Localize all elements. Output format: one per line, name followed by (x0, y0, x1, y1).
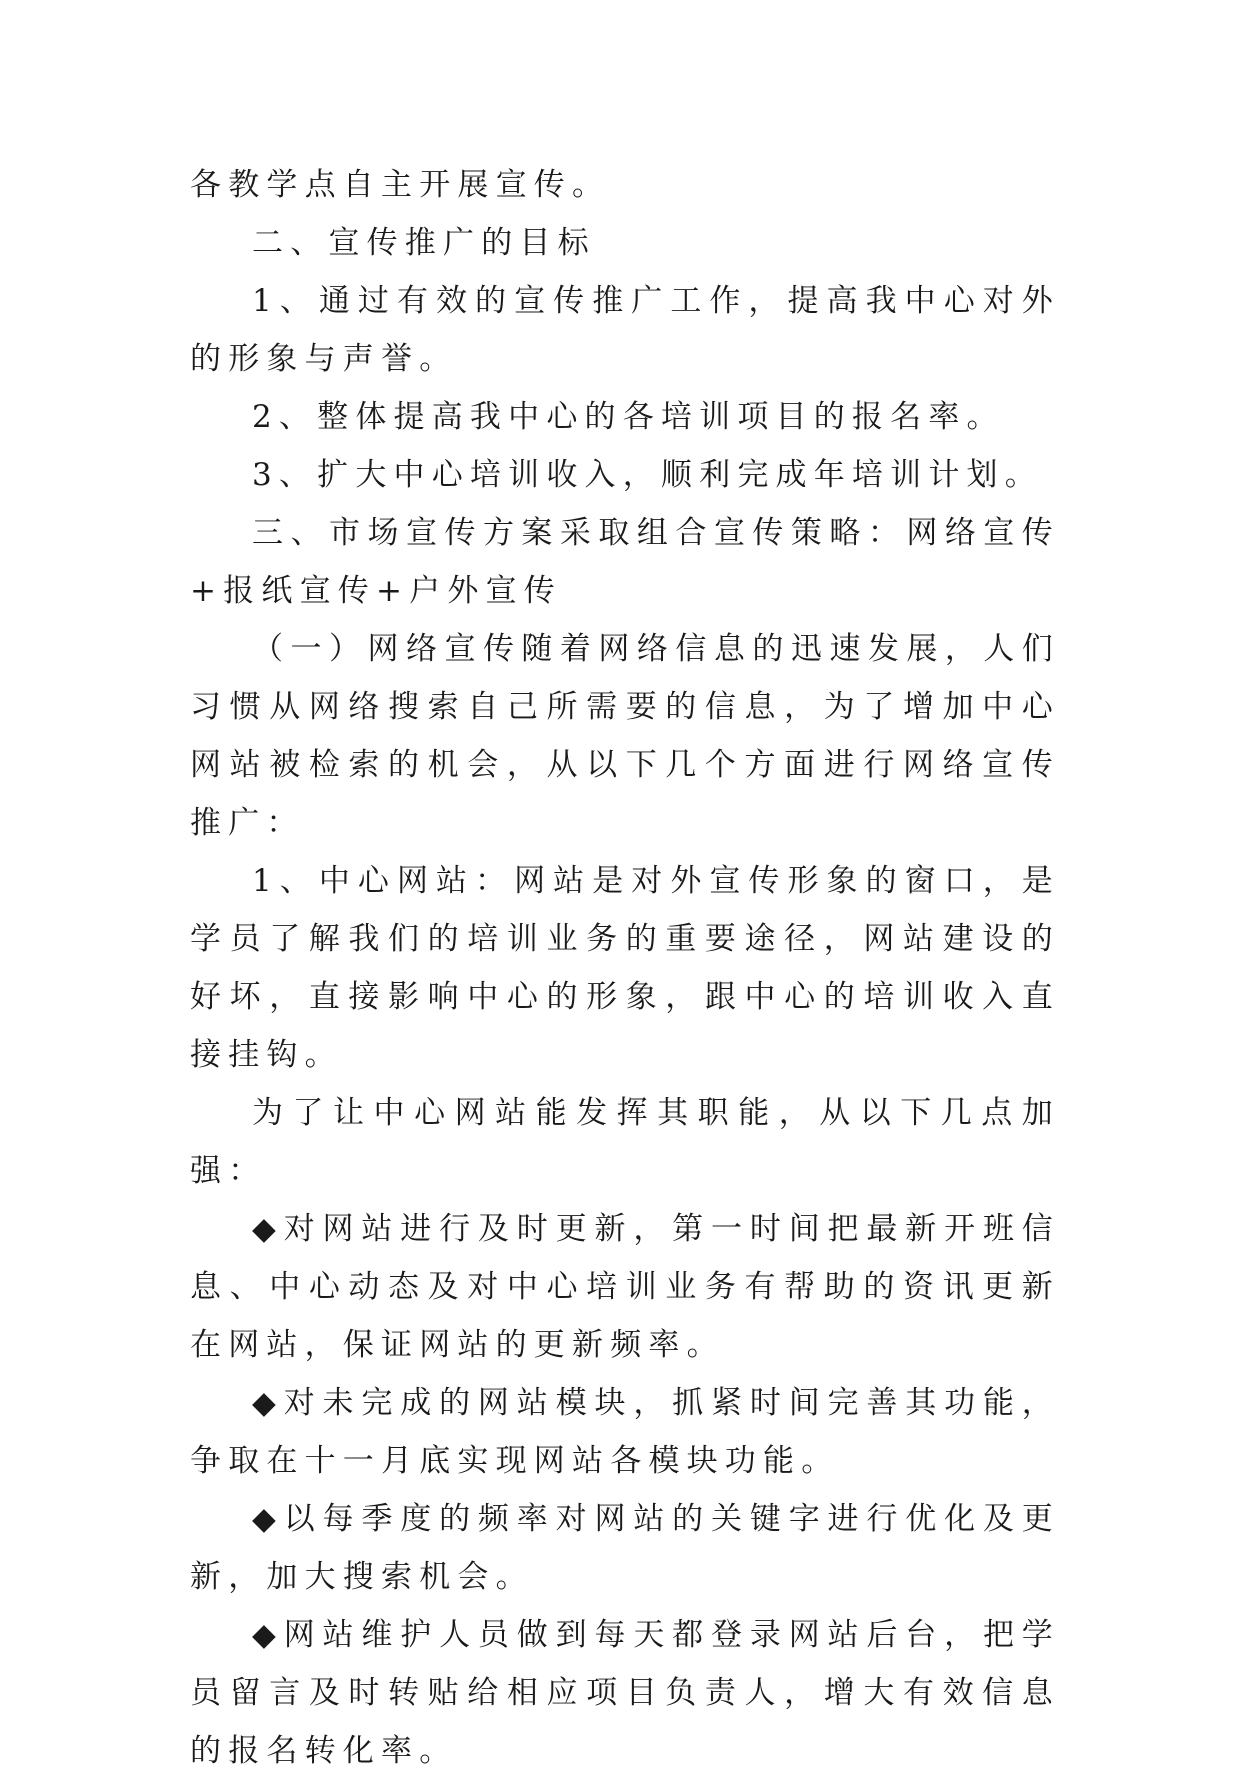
bullet-item-maintenance: ◆网站维护人员做到每天都登录网站后台，把学员留言及时转贴给相应项目负责人，增大有效信息的报名转化率。 (190, 1617, 1060, 1769)
subsection-network-promotion: （一）网络宣传随着网络信息的迅速发展，人们习惯从网络搜索自己所需要的信息，为了增加中心网站被检索的机会，从以下几个方面进行网络宣传推广： (190, 631, 1060, 841)
bullet-item-keywords: ◆以每季度的频率对网站的关键字进行优化及更新，加大搜索机会。 (190, 1501, 1060, 1595)
document-body (190, 156, 1060, 1780)
section-heading-goals: 二、宣传推广的目标 (252, 225, 596, 261)
bullet-item-update: ◆对网站进行及时更新，第一时间把最新开班信息、中心动态及对中心培训业务有帮助的资讯更新在网站，保证网站的更新频率。 (190, 1211, 1060, 1363)
goal-item-3: 3、扩大中心培训收入，顺利完成年培训计划。 (252, 457, 1043, 493)
website-improvement-intro: 为了让中心网站能发挥其职能，从以下几点加强： (190, 1095, 1060, 1189)
item-center-website: 1、中心网站：网站是对外宣传形象的窗口，是学员了解我们的培训业务的重要途径，网站建设的好坏，直接影响中心的形象，跟中心的培训收入直接挂钩。 (190, 863, 1060, 1073)
goal-item-2: 2、整体提高我中心的各培训项目的报名率。 (252, 399, 1005, 435)
section-heading-strategy: 三、市场宣传方案采取组合宣传策略：网络宣传+报纸宣传+户外宣传 (190, 515, 1060, 609)
goal-item-1: 1、通过有效的宣传推广工作，提高我中心对外的形象与声誉。 (190, 283, 1060, 377)
bullet-item-modules: ◆对未完成的网站模块，抓紧时间完善其功能，争取在十一月底实现网站各模块功能。 (190, 1385, 1060, 1479)
paragraph-continuation: 各教学点自主开展宣传。 (190, 167, 611, 203)
